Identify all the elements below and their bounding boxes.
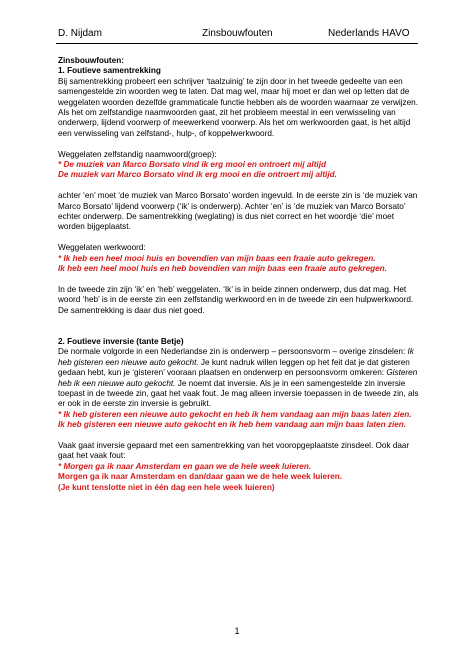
verb-label: Weggelaten werkwoord: [58, 243, 146, 253]
verb-correct-example: Ik heb een heel mooi huis en heb bovendien van mijn baas een fraaie auto gekregen. [58, 264, 387, 274]
section1-heading: 1. Foutieve samentrekking [58, 66, 161, 76]
header-rule [56, 43, 418, 44]
inversion-example-inverted: Gisteren heb ik een nieuwe auto gekocht. [58, 368, 418, 388]
amsterdam-correct-example: Morgen ga ik naar Amsterdam en dan/daar gaan we de hele week luieren. [58, 472, 343, 482]
inversion-correct-example: Ik heb gisteren een nieuwe auto gekocht en ik heb hem vandaag aan mijn baas laten zien. [58, 420, 407, 430]
header-title: Zinsbouwfouten [202, 28, 273, 39]
noun-correct-example: De muziek van Marco Borsato vind ik erg mooi en die ontroert mij altijd. [58, 170, 337, 180]
noun-label: Weggelaten zelfstandig naamwoord(groep): [58, 149, 217, 159]
section1-intro: Bij samentrekking probeert een schrijver ‘taalzuinig’ te zijn door in het tweede gedeelte van een samengestelde zin woorden weg te laten. Dat mag wel, maar hij moet er dan wel op letten dat de weggelaten woorden dezelfde grammaticale functie hebben als de woorden waarnaar ze verwijzen. Als het om zelfstandige naamwoorden gaat, zit het probleem meestal in een verwisseling van onderwerp, lijdend voorwerp of meewerkend voorwerp. Als het om werkwoorden gaat, is het altijd een verwisseling van zelfstand-, hulp-, of koppelwerkwoord. [58, 76, 419, 138]
noun-wrong-example: * De muziek van Marco Borsato vind ik erg mooi en ontroert mij altijd [58, 160, 326, 170]
main-heading: Zinsbouwfouten: [58, 56, 124, 65]
page-number: 1 [234, 626, 240, 636]
inversion-contraction-text: Vaak gaat inversie gepaard met een samentrekking van het vooropgeplaatste zinsdeel. Ook daar gaat het vaak fout: [58, 440, 410, 461]
document-body [58, 56, 420, 493]
amsterdam-note: (Je kunt tenslotte niet in één dag een hele week luieren) [58, 482, 275, 492]
inversion-text-c: Je noemt dat inversie. Als je in een samengestelde zin inversie toepast in de tweede zin, gaat het vaak fout. Je mag alleen inversie toepassen in de tweede zin, als er ook in de eerste zin inversie is gebruikt. [58, 378, 419, 409]
inversion-example-normal: Ik heb gisteren een nieuwe auto gekocht. [58, 347, 414, 367]
header-author: D. Nijdam [58, 28, 102, 39]
verb-wrong-example: * Ik heb een heel mooi huis en bovendien van mijn baas een fraaie auto gekregen. [58, 253, 376, 263]
inversion-text-a: De normale volgorde in een Nederlandse zin is onderwerp – persoonsvorm – overige zinsdelen: [58, 347, 408, 357]
amsterdam-wrong-example: * Morgen ga ik naar Amsterdam en gaan we de hele week luieren. [58, 461, 312, 471]
verb-explanation: In de tweede zin zijn ‘ik’ en ‘heb’ weggelaten. ‘Ik’ is in beide zinnen onderwerp, dus dat mag. Het woord ‘heb’ is in de eerste zin een zelfstandig werkwoord en in de tweede zin een hulpwerkwoord. De samentrekking is daar dus niet goed. [58, 284, 414, 315]
section2-paragraph [58, 347, 420, 409]
inversion-wrong-example: * Ik heb gisteren een nieuwe auto gekocht en heb ik hem vandaag aan mijn baas laten zien. [58, 409, 412, 419]
noun-explanation: achter ‘en’ moet ‘de muziek van Marco Borsato’ worden ingevuld. In de eerste zin is ‘de muziek van Marco Borsato’ lijdend voorwerp (‘ik’ is onderwerp). Achter ‘en’ is ‘de muziek van Marco Borsato’ echter onderwerp. De samentrekking (weglating) is dus niet correct en het woordje ‘die’ moet worden bijgeplaatst. [58, 191, 418, 232]
inversion-text-b: Je kunt nadruk willen leggen op het feit dat je dat gisteren gedaan hebt, kun je ‘gisteren’ vooraan plaatsen en onderwerp en persoonsvorm omkeren: [58, 357, 410, 378]
section2-heading: 2. Foutieve inversie (tante Betje) [58, 336, 184, 346]
header-course: Nederlands HAVO [328, 28, 410, 39]
